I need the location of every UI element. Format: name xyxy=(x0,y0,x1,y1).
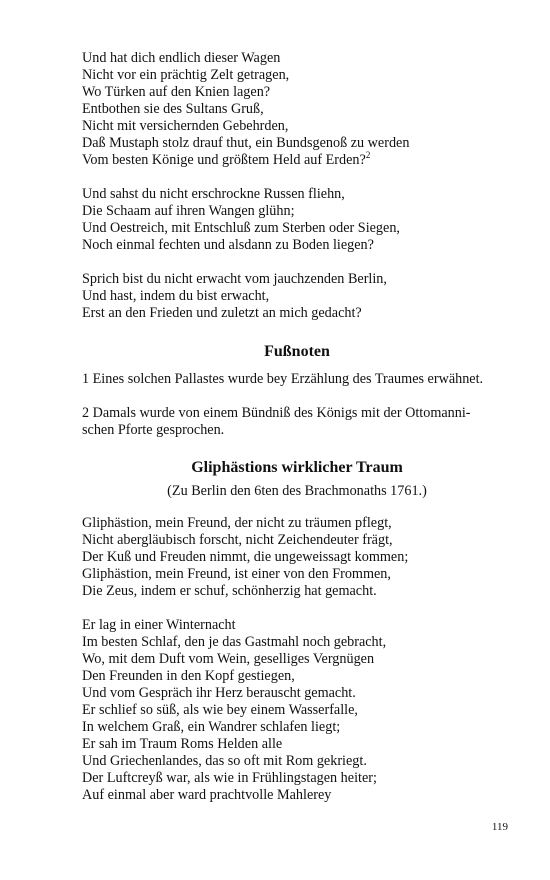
page-content xyxy=(82,50,512,804)
verse-line: Der Kuß und Freuden nimmt, die ungeweissagt kommen; xyxy=(82,549,409,565)
poem1-stanza-2 xyxy=(82,186,512,254)
footnote-text-line: 2 Damals wurde von einem Bündniß des Königs mit der Ottomanni- xyxy=(82,405,471,421)
verse-line: Und hat dich endlich dieser Wagen xyxy=(82,50,281,66)
verse-line: Und Oestreich, mit Entschluß zum Sterben oder Siegen, xyxy=(82,220,400,236)
verse-line: Wo, mit dem Duft vom Wein, geselliges Vergnügen xyxy=(82,651,375,667)
poem-title: Gliphästions wirklicher Traum xyxy=(191,459,403,476)
verse-line: Er lag in einer Winternacht xyxy=(82,617,236,633)
footnote-reference[interactable]: 2 xyxy=(365,150,371,160)
footnote-text: 1 Eines solchen Pallastes wurde bey Erzählung des Traumes erwähnet. xyxy=(82,371,484,387)
verse-line: Entbothen sie des Sultans Gruß, xyxy=(82,101,264,117)
page-number: 119 xyxy=(491,821,508,833)
verse-text: Vom besten Könige und größtem Held auf Erden? xyxy=(82,152,366,168)
verse-line: Daß Mustaph stolz drauf thut, ein Bundsgenoß zu werden xyxy=(82,135,410,151)
verse-line: Nicht mit versichernden Gebehrden, xyxy=(82,118,289,134)
verse-line: Der Luftcreyß war, als wie in Frühlingstagen heiter; xyxy=(82,770,377,786)
verse-line: Er sah im Traum Roms Helden alle xyxy=(82,736,283,752)
verse-line: Noch einmal fechten und alsdann zu Boden liegen? xyxy=(82,237,374,253)
verse-line: Auf einmal aber ward prachtvolle Mahlerey xyxy=(82,787,332,803)
footnote-text-line: schen Pforte gesprochen. xyxy=(82,422,225,438)
poem2-stanza-2 xyxy=(82,617,512,804)
verse-line: Den Freunden in den Kopf gestiegen, xyxy=(82,668,295,684)
poem1-stanza-1 xyxy=(82,50,512,169)
footnote-2 xyxy=(82,405,512,439)
poem-subtitle: (Zu Berlin den 6ten des Brachmonaths 1761.) xyxy=(167,483,427,499)
verse-line: Und hast, indem du bist erwacht, xyxy=(82,288,270,304)
verse-line: In welchem Graß, ein Wandrer schlafen liegt; xyxy=(82,719,341,735)
verse-line: Sprich bist du nicht erwacht vom jauchzenden Berlin, xyxy=(82,271,387,287)
poem1-stanza-3 xyxy=(82,271,512,322)
verse-line: Die Schaam auf ihren Wangen glühn; xyxy=(82,203,295,219)
verse-line: Wo Türken auf den Knien lagen? xyxy=(82,84,271,100)
verse-line: Er schlief so süß, als wie bey einem Wasserfalle, xyxy=(82,702,358,718)
verse-line-with-footnote xyxy=(82,152,512,169)
verse-line: Gliphästion, mein Freund, der nicht zu träumen pflegt, xyxy=(82,515,392,531)
verse-line: Und vom Gespräch ihr Herz berauscht gemacht. xyxy=(82,685,356,701)
verse-line: Die Zeus, indem er schuf, schönherzig hat gemacht. xyxy=(82,583,377,599)
verse-line: Nicht vor ein prächtig Zelt getragen, xyxy=(82,67,290,83)
verse-line: Erst an den Frieden und zuletzt an mich gedacht? xyxy=(82,305,362,321)
verse-line: Und Griechenlandes, das so oft mit Rom gekriegt. xyxy=(82,753,367,769)
verse-line: Nicht abergläubisch forscht, nicht Zeichendeuter frägt, xyxy=(82,532,393,548)
verse-line: Und sahst du nicht erschrockne Russen fliehn, xyxy=(82,186,345,202)
verse-line: Gliphästion, mein Freund, ist einer von den Frommen, xyxy=(82,566,391,582)
footnotes-heading: Fußnoten xyxy=(264,343,330,360)
verse-line: Im besten Schlaf, den je das Gastmahl noch gebracht, xyxy=(82,634,387,650)
poem2-stanza-1 xyxy=(82,515,512,600)
footnote-1 xyxy=(82,371,512,388)
